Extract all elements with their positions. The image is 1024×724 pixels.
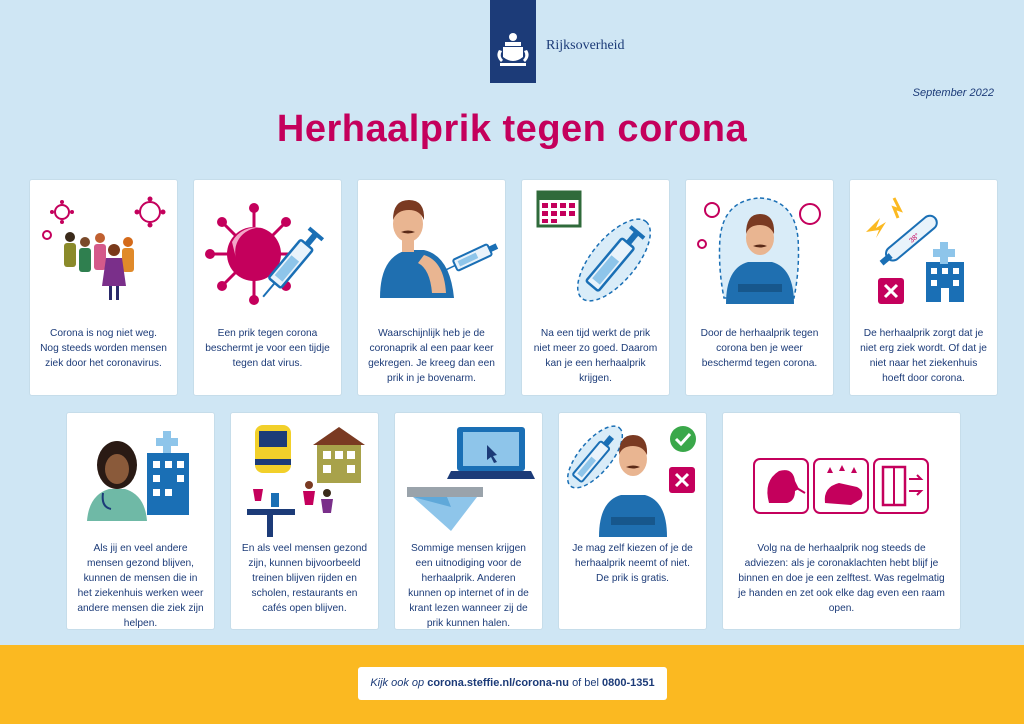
nurse-hospital-icon bbox=[67, 413, 214, 548]
logo-bar bbox=[490, 0, 536, 83]
info-card-10 bbox=[559, 413, 706, 629]
info-card-7 bbox=[67, 413, 214, 629]
svg-text:38°: 38° bbox=[908, 232, 922, 245]
card-7-text: Als jij en veel andere mensen gezond blijven, kunnen de mensen die in het ziekenhuis werken weer andere mensen die ziek zijn helpen. bbox=[77, 543, 204, 629]
selftest-icon bbox=[754, 459, 808, 513]
info-card-4 bbox=[522, 180, 669, 395]
info-card-5 bbox=[686, 180, 833, 395]
calendar-syringe-icon bbox=[522, 180, 669, 315]
info-card-8 bbox=[231, 413, 378, 629]
card-6-text: De herhaalprik zorgt dat je niet erg ziek wordt. Of dat je niet naar het ziekenhuis hoeft door corona. bbox=[860, 328, 987, 384]
window-icon bbox=[874, 459, 928, 513]
footer-url-link[interactable]: corona.steffie.nl/corona-nu bbox=[427, 677, 569, 689]
handwash-icon bbox=[814, 459, 868, 513]
footer-prefix: Kijk ook op bbox=[370, 677, 425, 689]
page-title: Herhaalprik tegen corona bbox=[276, 108, 748, 150]
people-virus-icon bbox=[30, 180, 177, 315]
footer-phone[interactable]: 0800-1351 bbox=[602, 677, 655, 689]
choice-man-icon bbox=[559, 413, 706, 548]
info-card-3 bbox=[358, 180, 505, 395]
footer-middle: of bel bbox=[572, 677, 599, 689]
info-card-1 bbox=[30, 180, 177, 395]
card-10-text: Je mag zelf kiezen of je de herhaalprik neemt of niet. De prik is gratis. bbox=[572, 543, 693, 584]
card-4-text: Na een tijd werkt de prik niet meer zo goed. Daarom kan je een herhaalprik krijgen. bbox=[533, 328, 658, 384]
train-cafe-school-icon bbox=[231, 413, 378, 548]
footer-contact bbox=[358, 667, 667, 700]
card-3-text: Waarschijnlijk heb je de coronaprik al een paar keer gekregen. Je kreeg dan een prik in je bovenarm. bbox=[368, 328, 495, 384]
info-card-2 bbox=[194, 180, 341, 395]
card-11-text: Volg na de herhaalprik nog steeds de adviezen: als je coronaklachten hebt blijf je binnen en doe je een zelftest. Was regelmatig je handen en zet ook elke dag even een raam open. bbox=[738, 543, 945, 614]
laptop-letter-icon bbox=[395, 413, 542, 548]
info-card-6 bbox=[850, 180, 997, 395]
card-5-text: Door de herhaalprik tegen corona ben je weer beschermd tegen corona. bbox=[700, 328, 819, 369]
card-8-text: En als veel mensen gezond zijn, kunnen bijvoorbeeld treinen blijven rijden en scholen, restaurants en cafés open blijven. bbox=[241, 543, 368, 614]
virus-syringe-icon bbox=[194, 180, 341, 315]
info-card-9 bbox=[395, 413, 542, 629]
advice-icons bbox=[723, 413, 960, 548]
card-9-text: Sommige mensen krijgen een uitnodiging voor de herhaalprik. Anderen kunnen op internet of in de krant lezen wanneer zij de prik kunnen halen. bbox=[408, 543, 529, 629]
thermometer-hospital-icon bbox=[850, 180, 997, 315]
crest-icon bbox=[490, 0, 536, 83]
logo-text: Rijksoverheid bbox=[546, 38, 625, 53]
card-2-text: Een prik tegen corona beschermt je voor een tijdje tegen dat virus. bbox=[205, 328, 330, 369]
card-1-text: Corona is nog niet weg. Nog steeds worden mensen ziek door het coronavirus. bbox=[40, 328, 167, 369]
man-arm-syringe-icon bbox=[358, 180, 505, 315]
publication-date: September 2022 bbox=[912, 87, 994, 99]
protected-man-icon bbox=[686, 180, 833, 315]
info-card-11 bbox=[723, 413, 960, 629]
